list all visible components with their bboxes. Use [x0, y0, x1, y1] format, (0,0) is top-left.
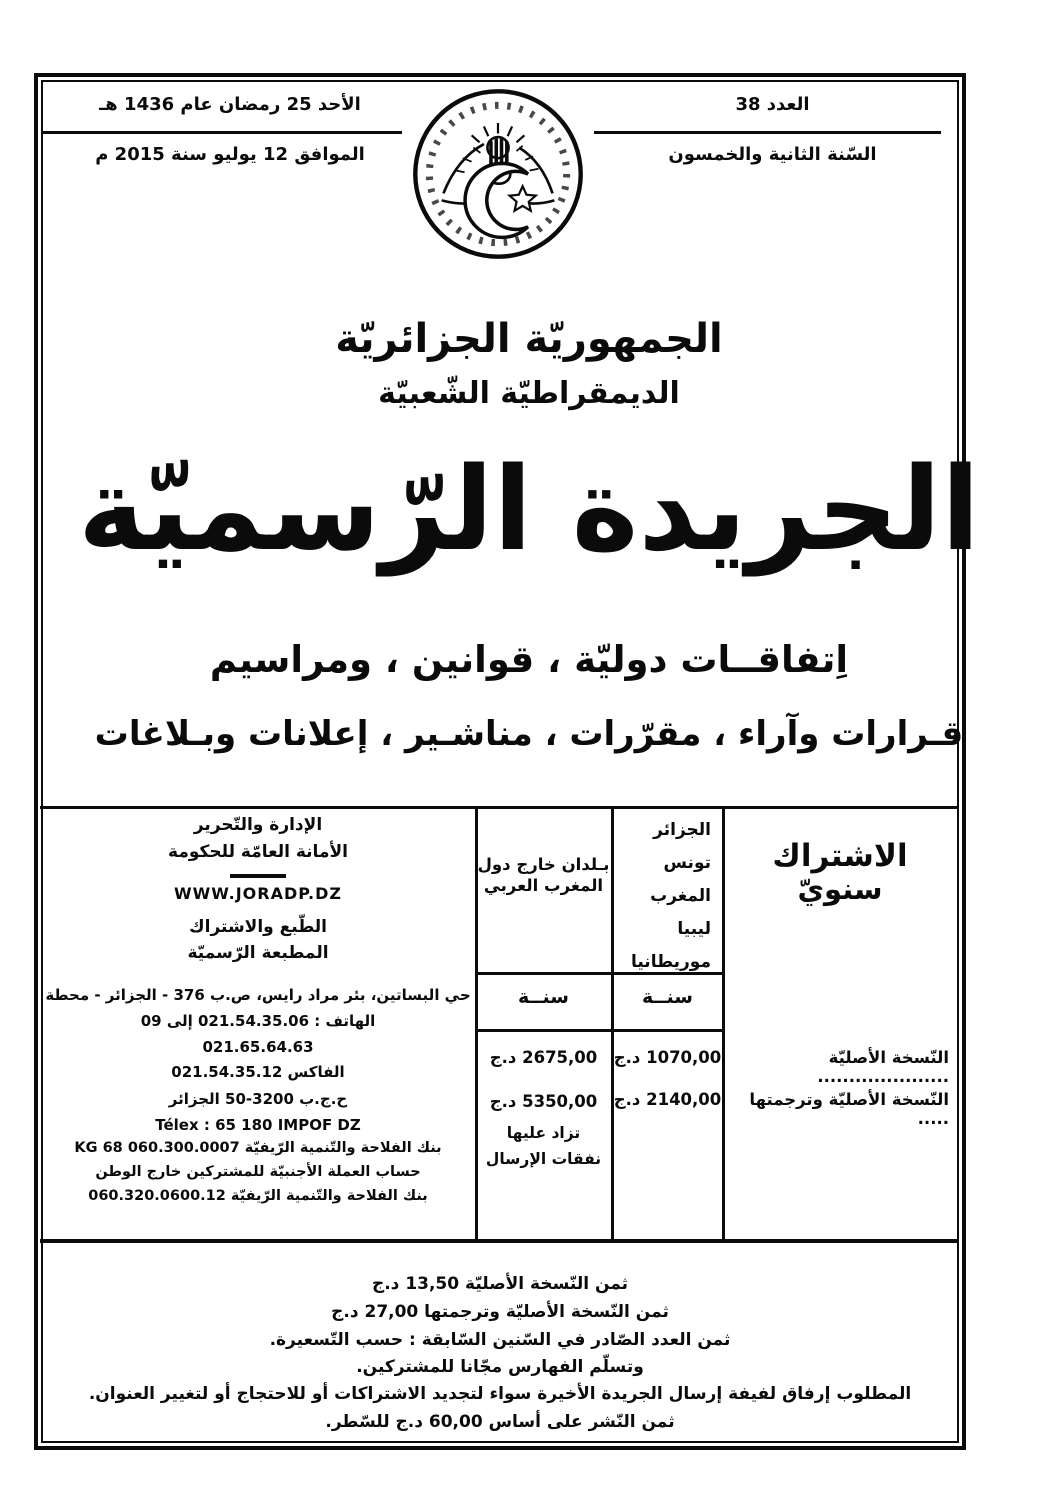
- bank-account-line-1: بنك الفلاحة والتّنمية الرّيفيّة 060.300.0007 68 KG: [74, 1140, 442, 1156]
- telex-line: Télex : 65 180 IMPOF DZ: [155, 1116, 361, 1134]
- subscription-row-label: النّسخة الأصليّة وترجمتها .....: [749, 1090, 949, 1128]
- price-translated-outside: 5350,00 د.ج: [489, 1092, 598, 1111]
- issue-number: العدد 38: [735, 94, 810, 115]
- masthead-subtitle-2: قـرارات وآراء ، مقرّرات ، مناشـير ، إعلانات وبـلاغات: [94, 714, 964, 754]
- price-original-outside: 2675,00 د.ج: [489, 1048, 598, 1067]
- year-header-outside: سنــة: [518, 986, 569, 1008]
- year-row-bottom-rule: [475, 1029, 725, 1032]
- admin-divider: [230, 874, 286, 878]
- republic-title-line2: الديمقراطيّة الشّعبيّة: [378, 376, 680, 411]
- official-press-line: المطبعة الرّسميّة: [187, 943, 329, 963]
- journal-title: الجريدة الرّسميّة: [78, 442, 980, 577]
- administration-line: الإدارة والتّحرير: [193, 815, 323, 835]
- bank-account-line-2: بنك الفلاحة والتّنمية الرّيفيّة 060.320.0600.12: [88, 1188, 428, 1204]
- subscription-row-label: النّسخة الأصليّة .....................: [817, 1048, 949, 1086]
- publication-year: السّنة الثانية والخمسون: [668, 144, 877, 165]
- country-libya: ليبيا: [677, 919, 711, 939]
- footer-note: ثمن العدد الصّادر في السّنين السّابقة : حسب التّسعيرة.: [269, 1330, 731, 1350]
- website-url: WWW.JORADP.DZ: [173, 884, 342, 903]
- maghreb-country-list: [613, 814, 717, 979]
- outside-maghreb-label: بـلدان خارج دول المغرب العربي: [477, 855, 610, 896]
- page-frame: [34, 73, 966, 1450]
- footer-note: ثمن النّسخة الأصليّة وترجمتها 27,00 د.ج: [331, 1302, 669, 1322]
- country-algeria: الجزائر: [653, 820, 711, 840]
- footer-note: ثمن النّسخة الأصليّة 13,50 د.ج: [371, 1274, 629, 1294]
- subscription-title-line2: سنويّ: [797, 872, 883, 906]
- hijri-date: الأحد 25 رمضان عام 1436 هـ: [99, 94, 361, 115]
- gregorian-date: الموافق 12 يوليو سنة 2015 م: [95, 144, 365, 165]
- address-line: حي البساتين، بئر مراد رايس، ص.ب 376 - الجزائر - محطة: [45, 986, 471, 1004]
- country-mauritania: موريطانيا: [630, 952, 711, 972]
- subscription-bottom-rule: [40, 1239, 958, 1243]
- country-tunisia: تونس: [663, 853, 711, 873]
- secretariat-line: الأمانة العامّة للحكومة: [168, 842, 348, 862]
- postal-account-line: ح.ج.ب 3200-50 الجزائر: [168, 1090, 348, 1108]
- subscription-top-rule: [40, 806, 958, 809]
- foreign-currency-line: حساب العملة الأجنبيّة للمشتركين خارج الوطن: [95, 1164, 421, 1180]
- header-separator-left: [42, 131, 402, 134]
- shipping-note-line1: تزاد عليها: [506, 1124, 581, 1142]
- footer-note: ثمن النّشر على أساس 60,00 د.ج للسّطر.: [325, 1412, 675, 1432]
- footer-note: وتسلّم الفهارس مجّانا للمشتركين.: [356, 1357, 644, 1377]
- price-translated-maghreb: 2140,00 د.ج: [613, 1090, 722, 1109]
- footer-note: المطلوب إرفاق لفيفة إرسال الجريدة الأخيرة سواء لتجديد الاشتراكات أو للاحتجاج أو لتغيير العنوان.: [88, 1384, 912, 1404]
- subscription-title-line1: الاشتراك: [772, 838, 908, 874]
- phone-line-2: 021.65.64.63: [202, 1038, 314, 1056]
- header-separator-right: [594, 131, 941, 134]
- year-header-maghreb: سنــة: [642, 986, 693, 1008]
- printing-line: الطّبع والاشتراك: [189, 917, 327, 937]
- price-original-maghreb: 1070,00 د.ج: [613, 1048, 722, 1067]
- algeria-emblem: [410, 86, 586, 262]
- masthead-subtitle-1: اِتفاقــات دوليّة ، قوانين ، ومراسيم: [209, 638, 849, 681]
- fax-line: الفاكس 021.54.35.12: [171, 1063, 345, 1081]
- country-morocco: المغرب: [650, 886, 711, 906]
- phone-line: الهاتف : 021.54.35.06 إلى 09: [140, 1012, 376, 1030]
- shipping-note-line2: نفقات الإرسال: [485, 1150, 602, 1168]
- republic-title-line1: الجمهوريّة الجزائريّة: [335, 316, 723, 362]
